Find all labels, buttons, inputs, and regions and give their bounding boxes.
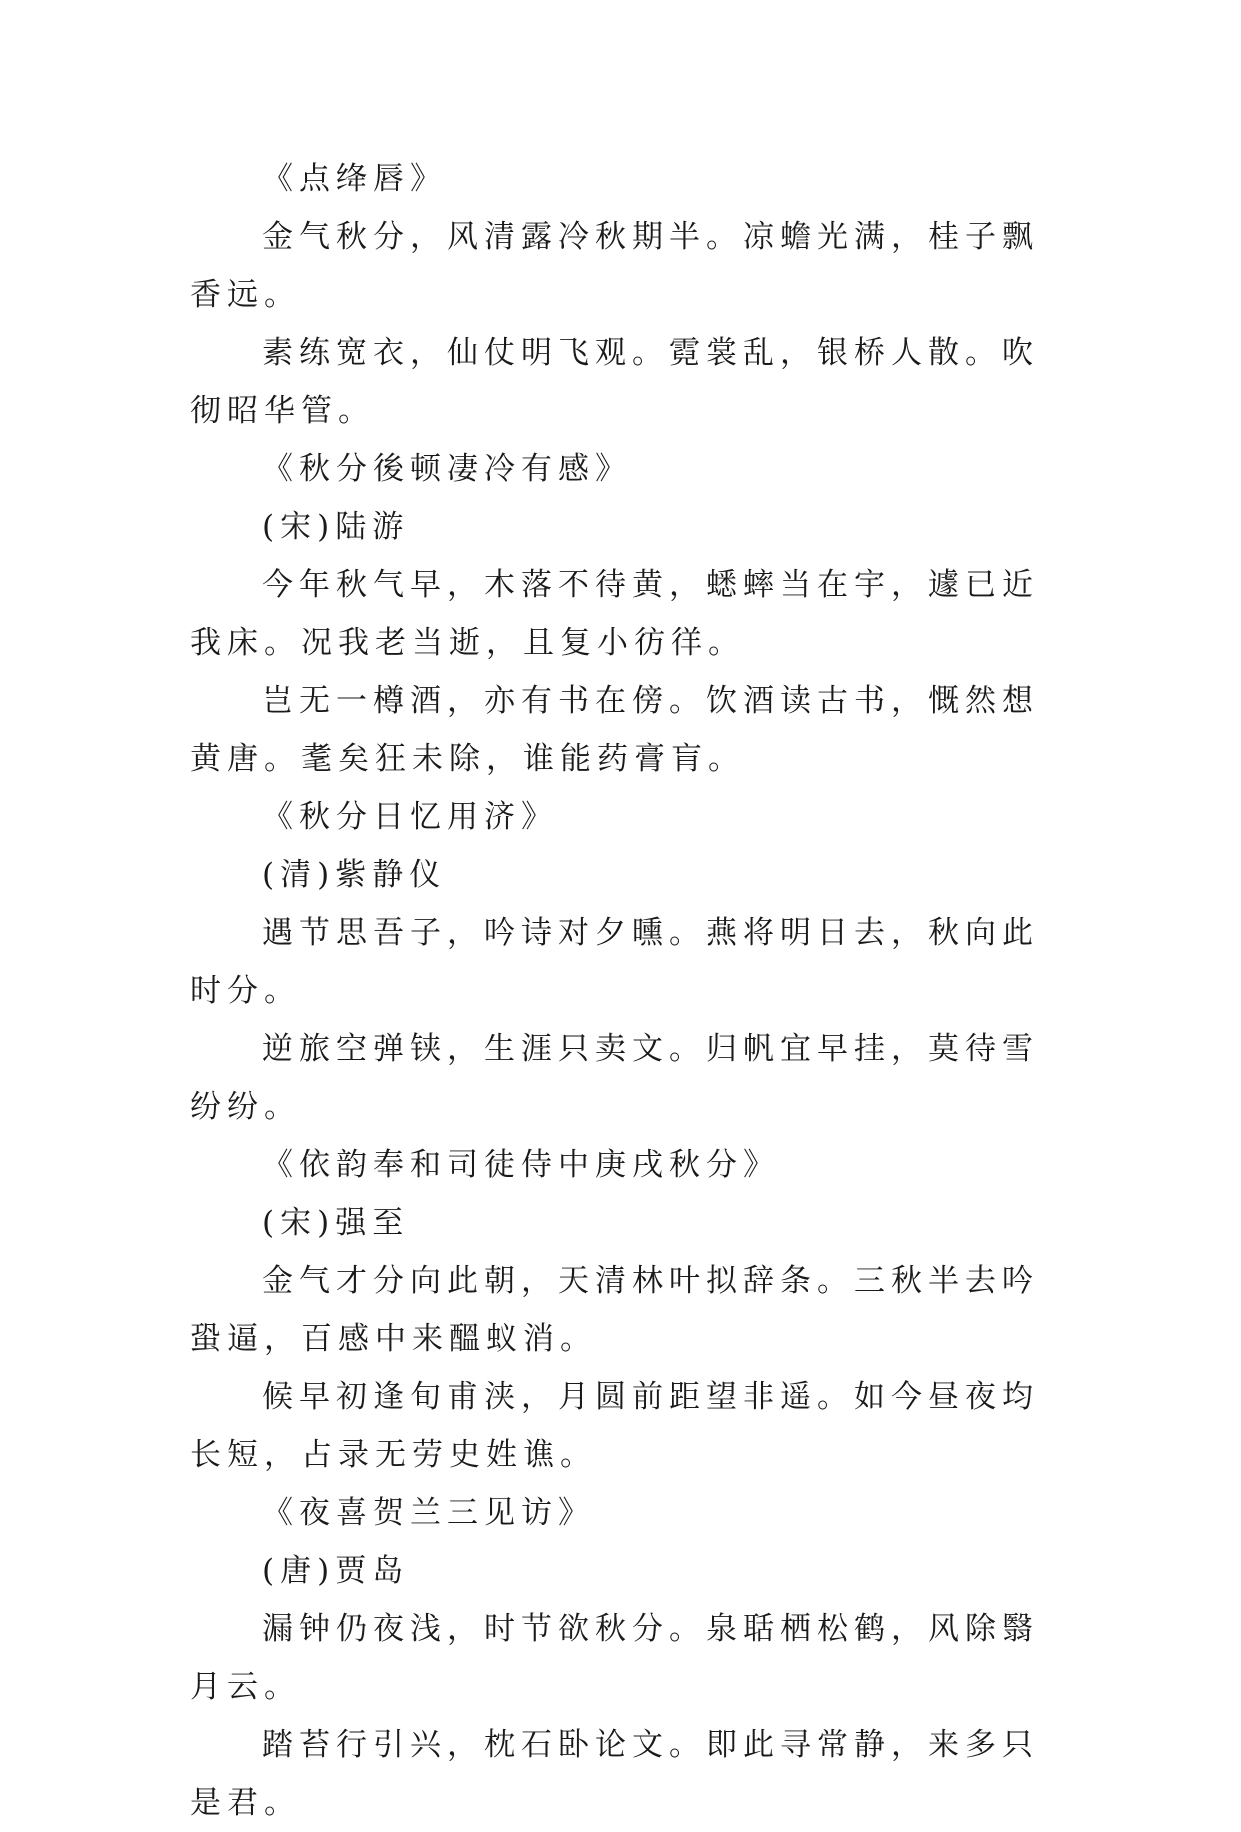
poem — [190, 440, 1070, 788]
poem-author: (唐)贾岛 — [262, 1553, 410, 1589]
poem — [190, 1136, 1070, 1484]
poem-paragraph: 候早初逢旬甫浃，月圆前距望非遥。如今昼夜均长短，占录无劳史姓谯。 — [190, 1379, 1039, 1473]
poem-author: (宋)陆游 — [262, 509, 410, 545]
poem-paragraph: 今年秋气早，木落不待黄，蟋蟀当在宇，遽已近我床。况我老当逝，且复小彷徉。 — [190, 567, 1039, 661]
poem-paragraph: 踏苔行引兴，枕石卧论文。即此寻常静，来多只是君。 — [190, 1727, 1039, 1821]
poem-title: 《夜喜贺兰三见访》 — [262, 1495, 595, 1531]
poem-paragraph: 金气秋分，风清露冷秋期半。凉蟾光满，桂子飘香远。 — [190, 219, 1039, 313]
poem — [190, 150, 1070, 440]
poem — [190, 788, 1070, 1136]
poem-title: 《依韵奉和司徒侍中庚戌秋分》 — [262, 1147, 780, 1183]
poem-paragraph: 素练宽衣，仙仗明飞观。霓裳乱，银桥人散。吹彻昭华管。 — [190, 335, 1039, 429]
poem-paragraph: 漏钟仍夜浅，时节欲秋分。泉聒栖松鹤，风除翳月云。 — [190, 1611, 1039, 1705]
poem-paragraph: 岂无一樽酒，亦有书在傍。饮酒读古书，慨然想黄唐。耄矣狂未除，谁能药膏肓。 — [190, 683, 1039, 777]
poem-author: (宋)强至 — [262, 1205, 410, 1241]
poem-collection — [190, 150, 1070, 1832]
poem-title: 《秋分後顿凄冷有感》 — [262, 451, 632, 487]
poem-author: (清)紫静仪 — [262, 857, 447, 893]
poem-paragraph: 金气才分向此朝，天清林叶拟辞条。三秋半去吟蛩逼，百感中来醞蚁消。 — [190, 1263, 1039, 1357]
poem-paragraph: 遇节思吾子，吟诗对夕曛。燕将明日去，秋向此时分。 — [190, 915, 1039, 1009]
poem-title: 《秋分日忆用济》 — [262, 799, 558, 835]
poem-title: 《点绛唇》 — [262, 161, 447, 197]
poem-paragraph: 逆旅空弹铗，生涯只卖文。归帆宜早挂，莫待雪纷纷。 — [190, 1031, 1039, 1125]
poem — [190, 1484, 1070, 1832]
